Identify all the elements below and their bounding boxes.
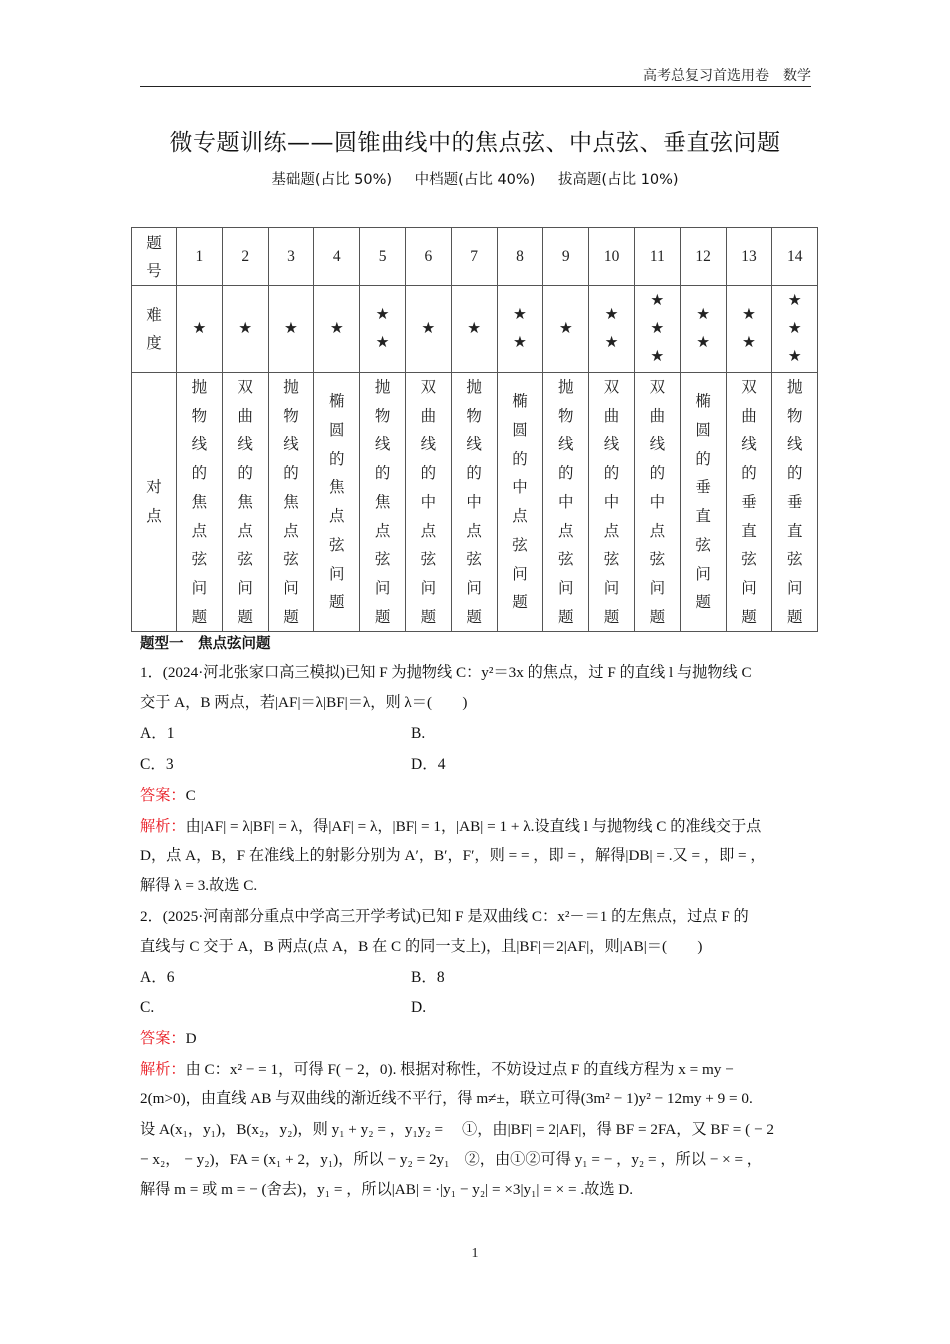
answer-value: C — [185, 787, 196, 804]
topic-cell: 抛物线的焦点弦问题 — [268, 373, 314, 632]
topic-cell: 双曲线的中点弦问题 — [405, 373, 451, 632]
q2-analysis-line5: 解得 m = 或 m = − (舍去)，y₁ = ，所以|AB| = ·|y₁ − y₂| = ×3|y₁| = × = .故选 D. — [140, 1181, 634, 1198]
topic-cell: 抛物线的焦点弦问题 — [177, 373, 223, 632]
number-row — [132, 228, 818, 286]
q1-option-a: A．1 — [140, 725, 175, 742]
q2-answer — [140, 1026, 197, 1050]
q2-stem-line1: 2．(2025·河南部分重点中学高三开学考试)已知 F 是双曲线 C：x²－＝1 的左焦点，过点 F 的 — [140, 908, 749, 925]
topic-cell: 抛物线的中点弦问题 — [451, 373, 497, 632]
difficulty-distribution — [0, 168, 950, 189]
difficulty-stars: ★★ — [589, 286, 635, 373]
topic-cell: 抛物线的焦点弦问题 — [360, 373, 406, 632]
page-number: 1 — [471, 1246, 479, 1261]
q2-option-d: D. — [411, 999, 427, 1016]
topic-cell: 双曲线的垂直弦问题 — [726, 373, 772, 632]
difficulty-stars: ★ — [314, 286, 360, 373]
q2-option-a: A．6 — [140, 969, 175, 986]
page-header — [140, 66, 811, 87]
basic-ratio: 基础题(占比 50%) — [271, 172, 393, 188]
topic-row — [132, 373, 818, 632]
row-header-number: 题号 — [132, 228, 177, 286]
difficulty-stars: ★★ — [497, 286, 543, 373]
difficulty-stars: ★★ — [680, 286, 726, 373]
difficulty-stars: ★★ — [360, 286, 406, 373]
q1-analysis-line2: D，点 A，B，F 在准线上的射影分别为 A′，B′，F′，则 = = ，即 = ，解得|DB| = .又 = ，即 = ， — [140, 847, 766, 864]
medium-ratio: 中档题(占比 40%) — [414, 172, 536, 188]
difficulty-stars: ★ — [543, 286, 589, 373]
question-number: 10 — [589, 228, 635, 286]
difficulty-stars: ★ — [405, 286, 451, 373]
question-number: 2 — [222, 228, 268, 286]
q1-option-c: C．3 — [140, 756, 174, 773]
question-number: 14 — [772, 228, 818, 286]
question-number: 11 — [634, 228, 680, 286]
topic-cell: 椭圆的垂直弦问题 — [680, 373, 726, 632]
header-text: 高考总复习首选用卷 数学 — [643, 68, 811, 84]
q2-stem-line2: 直线与 C 交于 A，B 两点(点 A，B 在 C 的同一支上)，且|BF|＝2|AF|，则|AB|＝( ) — [140, 938, 703, 955]
page-title: 微专题训练——圆锥曲线中的焦点弦、中点弦、垂直弦问题 — [169, 130, 781, 156]
difficulty-stars: ★★★ — [772, 286, 818, 373]
difficulty-stars: ★ — [268, 286, 314, 373]
row-header-difficulty: 难度 — [132, 286, 177, 373]
topic-cell: 双曲线的中点弦问题 — [589, 373, 635, 632]
question-number: 7 — [451, 228, 497, 286]
q2-analysis-line4: − x₂， − y₂)，FA = (x₁ + 2，y₁)，所以 − y₂ = 2y₁ ②，由①②可得 y₁ = − ，y₂ = ，所以 − × = ， — [140, 1151, 762, 1168]
difficulty-stars: ★ — [177, 286, 223, 373]
topic-cell: 椭圆的中点弦问题 — [497, 373, 543, 632]
question-number: 8 — [497, 228, 543, 286]
question-number: 13 — [726, 228, 772, 286]
question-number: 6 — [405, 228, 451, 286]
question-number: 9 — [543, 228, 589, 286]
q2-analysis-line3: 设 A(x₁，y₁)，B(x₂，y₂)，则 y₁ + y₂ = ，y₁y₂ = ①，由|BF| = 2|AF|，得 BF = 2FA，又 BF = ( − 2 — [140, 1121, 774, 1138]
topic-cell: 抛物线的中点弦问题 — [543, 373, 589, 632]
question-number: 4 — [314, 228, 360, 286]
topic-cell: 椭圆的焦点弦问题 — [314, 373, 360, 632]
question-number: 5 — [360, 228, 406, 286]
difficulty-stars: ★ — [451, 286, 497, 373]
q2-analysis-line1: 解析：由 C：x² − = 1，可得 F( − 2，0). 根据对称性，不妨设过点 F 的直线方程为 x = my − — [140, 1060, 734, 1078]
q1-option-d: D．4 — [411, 756, 446, 773]
topic-cell: 抛物线的垂直弦问题 — [772, 373, 818, 632]
q2-analysis-line2: 2(m>0)，由直线 AB 与双曲线的渐近线不平行，得 m≠±，联立可得(3m² − 1)y² − 12my + 9 = 0. — [140, 1090, 753, 1107]
question-number: 1 — [177, 228, 223, 286]
analysis-label: 解析： — [140, 1060, 186, 1078]
analysis-label: 解析： — [140, 817, 186, 835]
q1-analysis-line3: 解得 λ = 3.故选 C. — [140, 877, 258, 894]
answer-value: D — [185, 1030, 197, 1047]
q1-stem-line1: 1．(2024·河北张家口高三模拟)已知 F 为抛物线 C：y²＝3x 的焦点，过 F 的直线 l 与抛物线 C — [140, 664, 752, 681]
answer-label: 答案： — [140, 1029, 186, 1047]
difficulty-stars: ★★ — [726, 286, 772, 373]
q2-option-b: B．8 — [411, 969, 445, 986]
question-number: 3 — [268, 228, 314, 286]
row-header-topic: 对点 — [132, 373, 177, 632]
difficulty-stars: ★★★ — [634, 286, 680, 373]
answer-label: 答案： — [140, 786, 186, 804]
section-title: 题型一 焦点弦问题 — [140, 636, 271, 652]
difficulty-row — [132, 286, 818, 373]
q1-analysis-line1: 解析：由|AF| = λ|BF| = λ，得|AF| = λ，|BF| = 1，|AB| = 1 + λ.设直线 l 与抛物线 C 的准线交于点 — [140, 817, 762, 835]
topic-cell: 双曲线的中点弦问题 — [634, 373, 680, 632]
q1-answer — [140, 783, 196, 807]
q1-stem-line2: 交于 A，B 两点，若|AF|＝λ|BF|＝λ，则 λ＝( ) — [140, 694, 468, 711]
hard-ratio: 拔高题(占比 10%) — [557, 172, 679, 188]
question-overview-table — [131, 227, 818, 632]
q2-option-c: C. — [140, 999, 155, 1016]
topic-cell: 双曲线的焦点弦问题 — [222, 373, 268, 632]
difficulty-stars: ★ — [222, 286, 268, 373]
question-number: 12 — [680, 228, 726, 286]
q1-option-b: B. — [411, 725, 426, 742]
